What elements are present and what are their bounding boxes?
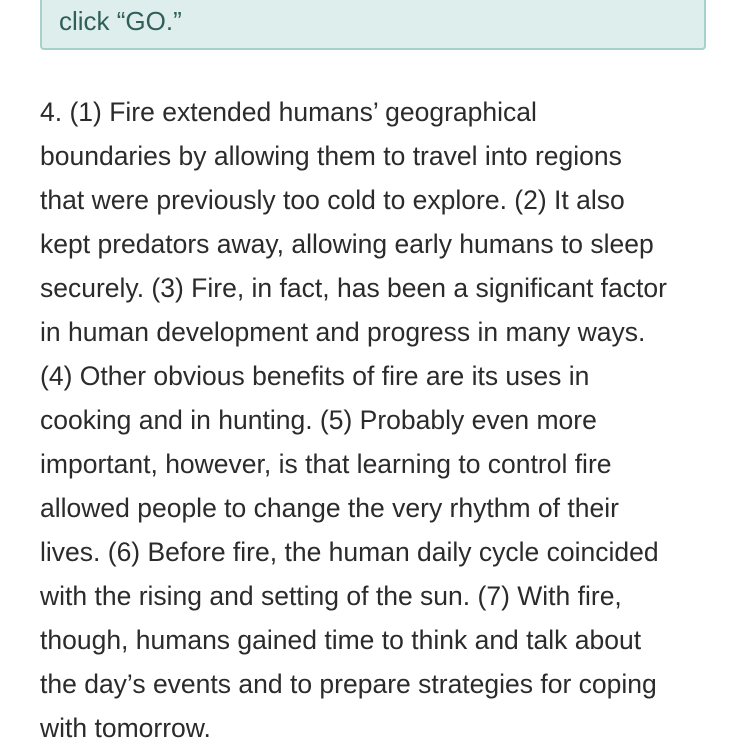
passage-line: boundaries by allowing them to travel into regions	[40, 141, 622, 171]
instruction-box	[40, 0, 706, 50]
passage-line: that were previously too cold to explore. (2) It also	[40, 185, 625, 215]
passage-line: lives. (6) Before fire, the human daily cycle coincided	[40, 537, 659, 567]
instruction-text: click “GO.”	[59, 6, 182, 36]
passage-line: important, however, is that learning to control fire	[40, 449, 612, 479]
passage-line: in human development and progress in many ways.	[40, 317, 646, 347]
passage-line: 4. (1) Fire extended humans’ geographical	[40, 97, 537, 127]
passage-line: with tomorrow.	[40, 713, 211, 743]
passage-line: though, humans gained time to think and talk about	[40, 625, 642, 655]
passage	[40, 90, 720, 750]
passage-line: cooking and in hunting. (5) Probably even more	[40, 405, 597, 435]
passage-line: allowed people to change the very rhythm of their	[40, 493, 619, 523]
passage-line: kept predators away, allowing early humans to sleep	[40, 229, 654, 259]
passage-line: (4) Other obvious benefits of fire are its uses in	[40, 361, 590, 391]
passage-line: the day’s events and to prepare strategies for coping	[40, 669, 657, 699]
passage-line: with the rising and setting of the sun. (7) With fire,	[40, 581, 622, 611]
passage-line: securely. (3) Fire, in fact, has been a significant factor	[40, 273, 667, 303]
